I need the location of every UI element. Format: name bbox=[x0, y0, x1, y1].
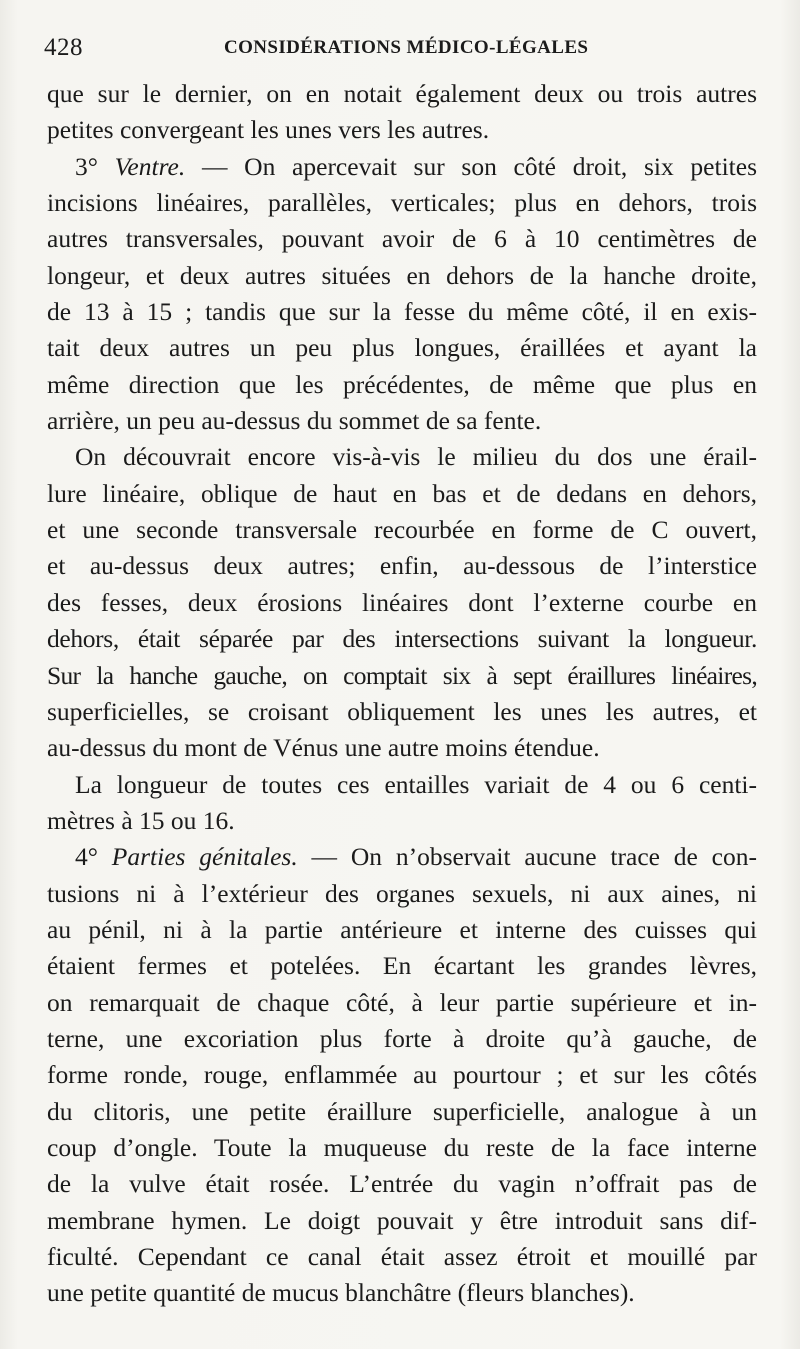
text-line: petites convergeant les unes vers les autres. bbox=[47, 115, 490, 145]
text-line: que sur le dernier, on en notait également deux ou trois autres bbox=[47, 79, 757, 108]
text-line: incisions linéaires, parallèles, verticales; plus en dehors, trois bbox=[47, 188, 757, 218]
section-rest: — On apercevait sur son côté droit, six petites bbox=[185, 151, 757, 181]
section-rest: — On n’observait aucune trace de con- bbox=[297, 842, 757, 872]
section-heading: Ventre. bbox=[114, 151, 186, 181]
text-line: des fesses, deux érosions linéaires dont l’externe courbe en bbox=[47, 587, 757, 617]
text-line: de la vulve était rosée. L’entrée du vagin n’offrait pas de bbox=[47, 1169, 757, 1199]
text-line: mètres à 15 ou 16. bbox=[47, 805, 235, 835]
text-line: Sur la hanche gauche, on comptait six à sept éraillures linéaires, bbox=[47, 660, 757, 690]
section-number: 3° bbox=[75, 151, 115, 181]
text-line: tait deux autres un peu plus longues, éraillées et ayant la bbox=[47, 333, 757, 363]
text-line: terne, une excoriation plus forte à droite qu’à gauche, de bbox=[47, 1023, 757, 1053]
text-line: au pénil, ni à la partie antérieure et interne des cuisses qui bbox=[47, 914, 757, 944]
text-line: lure linéaire, oblique de haut en bas et de dedans en dehors, bbox=[47, 478, 757, 508]
text-line: même direction que les précédentes, de même que plus en bbox=[47, 369, 757, 399]
text-line: une petite quantité de mucus blanchâtre (fleurs blanches). bbox=[47, 1278, 635, 1308]
text-line: et une seconde transversale recourbée en forme de C ouvert, bbox=[47, 515, 757, 545]
text-line: tusions ni à l’extérieur des organes sexuels, ni aux aines, ni bbox=[47, 878, 757, 908]
section-number: 4° bbox=[75, 842, 112, 872]
page-number: 428 bbox=[44, 34, 83, 61]
text-line bbox=[47, 149, 757, 185]
text-line: superficielles, se croisant obliquement les unes les autres, et bbox=[47, 696, 757, 726]
text-line: au-dessus du mont de Vénus une autre moins étendue. bbox=[47, 733, 600, 763]
body-text bbox=[47, 76, 757, 1312]
text-line: dehors, était séparée par des intersections suivant la longueur. bbox=[47, 624, 757, 654]
text-line: étaient fermes et potelées. En écartant les grandes lèvres, bbox=[47, 951, 757, 981]
section-heading: Parties génitales. bbox=[111, 842, 298, 872]
text-line: longeur, et deux autres situées en dehors de la hanche droite, bbox=[47, 260, 757, 290]
text-line: forme ronde, rouge, enflammée au pourtour ; et sur les côtés bbox=[47, 1060, 757, 1090]
running-title: CONSIDÉRATIONS MÉDICO-LÉGALES bbox=[224, 37, 589, 58]
text-line: La longueur de toutes ces entailles variait de 4 ou 6 centi- bbox=[75, 769, 757, 799]
text-line bbox=[47, 839, 757, 875]
text-line: arrière, un peu au-dessus du sommet de sa fente. bbox=[47, 406, 542, 436]
text-line: autres transversales, pouvant avoir de 6 à 10 centimètres de bbox=[47, 224, 757, 254]
page-header bbox=[44, 34, 759, 64]
text-line: et au-dessus deux autres; enfin, au-dessous de l’interstice bbox=[47, 551, 757, 581]
text-line: de 13 à 15 ; tandis que sur la fesse du même côté, il en exis- bbox=[47, 297, 757, 327]
text-line: membrane hymen. Le doigt pouvait y être introduit sans dif- bbox=[47, 1205, 757, 1235]
text-line: du clitoris, une petite éraillure superficielle, analogue à un bbox=[47, 1096, 757, 1126]
text-line: coup d’ongle. Toute la muqueuse du reste de la face interne bbox=[47, 1132, 757, 1162]
text-line: on remarquait de chaque côté, à leur partie supérieure et in- bbox=[47, 987, 757, 1017]
text-line: On découvrait encore vis-à-vis le milieu du dos une érail- bbox=[75, 442, 757, 472]
text-line: ficulté. Cependant ce canal était assez étroit et mouillé par bbox=[47, 1242, 757, 1271]
